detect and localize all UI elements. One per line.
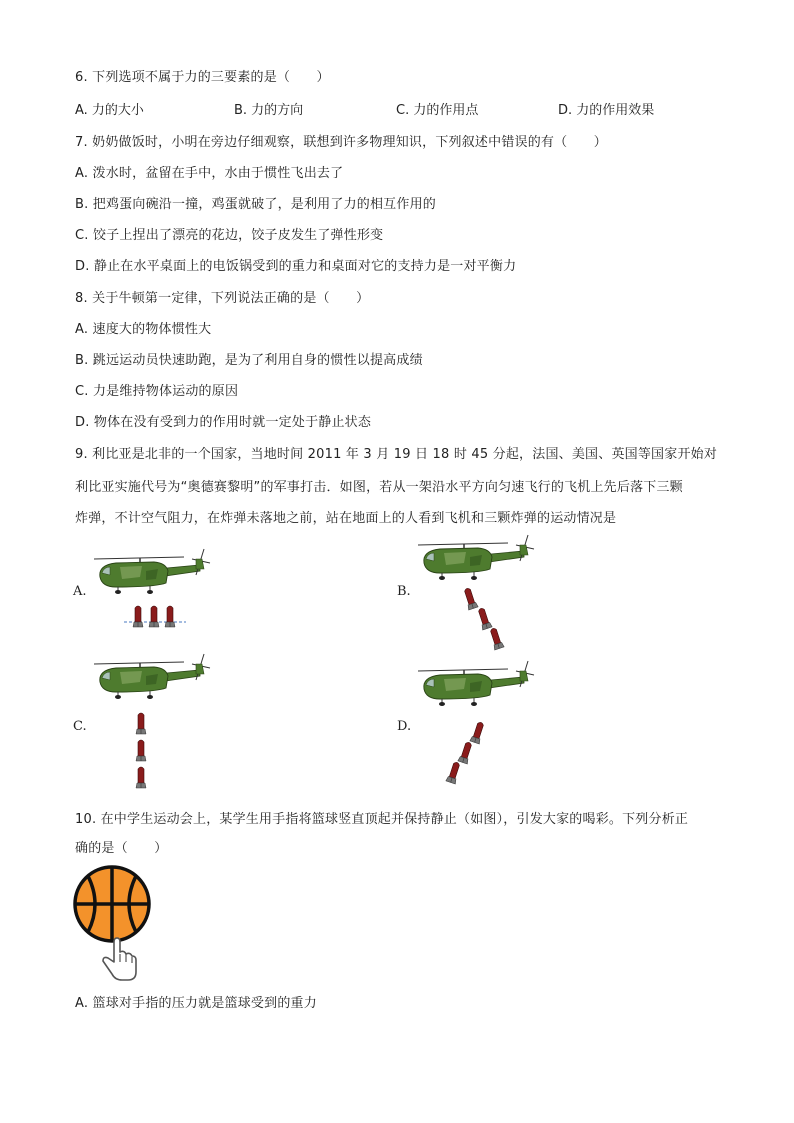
q8-option-d: D. 物体在没有受到力的作用时就一定处于静止状态 [75,415,372,430]
figure-b-bomb [462,587,478,610]
q8-stem: 8. 关于牛顿第一定律，下列说法正确的是（ ） [75,291,370,306]
figure-b-helicopter [418,535,534,580]
q7-option-d: D. 静止在水平桌面上的电饭锅受到的重力和桌面对它的支持力是一对平衡力 [75,259,517,274]
q9-figure-label-b: B. [397,584,411,599]
q9-figure-label-a: A. [73,584,87,599]
q7-stem: 7. 奶奶做饭时，小明在旁边仔细观察，联想到许多物理知识，下列叙述中错误的有（ ） [75,135,607,150]
figure-a-bomb [149,606,159,627]
figure-d-bomb [446,761,462,784]
q8-option-b: B. 跳远运动员快速助跑，是为了利用自身的惯性以提高成绩 [75,353,423,368]
q10-option-a: A. 篮球对手指的压力就是篮球受到的重力 [75,996,317,1011]
figure-b-bomb [488,627,504,650]
figure-c-helicopter [94,654,210,699]
q7-option-b: B. 把鸡蛋向碗沿一撞，鸡蛋就破了，是利用了力的相互作用的 [75,197,436,212]
basketball-figure [70,866,160,986]
q10-stem-line-2: 确的是（ ） [75,841,168,856]
q8-option-c: C. 力是维持物体运动的原因 [75,384,239,399]
figure-c-bomb [136,740,146,761]
q9-stem-line-3: 炸弹，不计空气阻力，在炸弹未落地之前，站在地面上的人看到飞机和三颗炸弹的运动情况是 [75,511,617,526]
q6-stem: 6. 下列选项不属于力的三要素的是（ ） [75,70,330,85]
q10-stem-line-1: 10. 在中学生运动会上，某学生用手指将篮球竖直顶起并保持静止（如图），引发大家的喝彩。下列分析正 [75,812,689,827]
q9-stem-line-2: 利比亚实施代号为“奥德赛黎明”的军事打击．如图，若从一架沿水平方向匀速飞行的飞机上先后落下三颗 [75,480,683,495]
q9-stem-line-1: 9. 利比亚是北非的一个国家，当地时间 2011 年 3 月 19 日 18 时 45 分起，法国、美国、英国等国家开始对 [75,447,718,462]
figure-a-bomb [165,606,175,627]
q8-option-a: A. 速度大的物体惯性大 [75,322,212,337]
figure-d-bomb [458,741,474,764]
figure-a-helicopter [94,549,210,594]
basketball-icon [75,867,149,941]
q6-option-a: A. 力的大小 [75,103,144,118]
pointing-hand-icon [103,938,136,980]
figure-b-bomb [476,607,492,630]
q9-figure-label-d: D. [397,719,412,734]
q6-option-d: D. 力的作用效果 [558,103,655,118]
q6-option-b: B. 力的方向 [234,103,304,118]
figure-a-bomb [133,606,143,627]
q9-figure-label-c: C. [73,719,87,734]
q7-option-c: C. 饺子上捏出了漂亮的花边，饺子皮发生了弹性形变 [75,228,384,243]
figure-d-bomb [470,721,486,744]
figure-c-bomb [136,713,146,734]
figure-c-bomb [136,767,146,788]
figure-d-helicopter [418,661,534,706]
q6-option-c: C. 力的作用点 [396,103,479,118]
q7-option-a: A. 泼水时，盆留在手中，水由于惯性飞出去了 [75,166,344,181]
